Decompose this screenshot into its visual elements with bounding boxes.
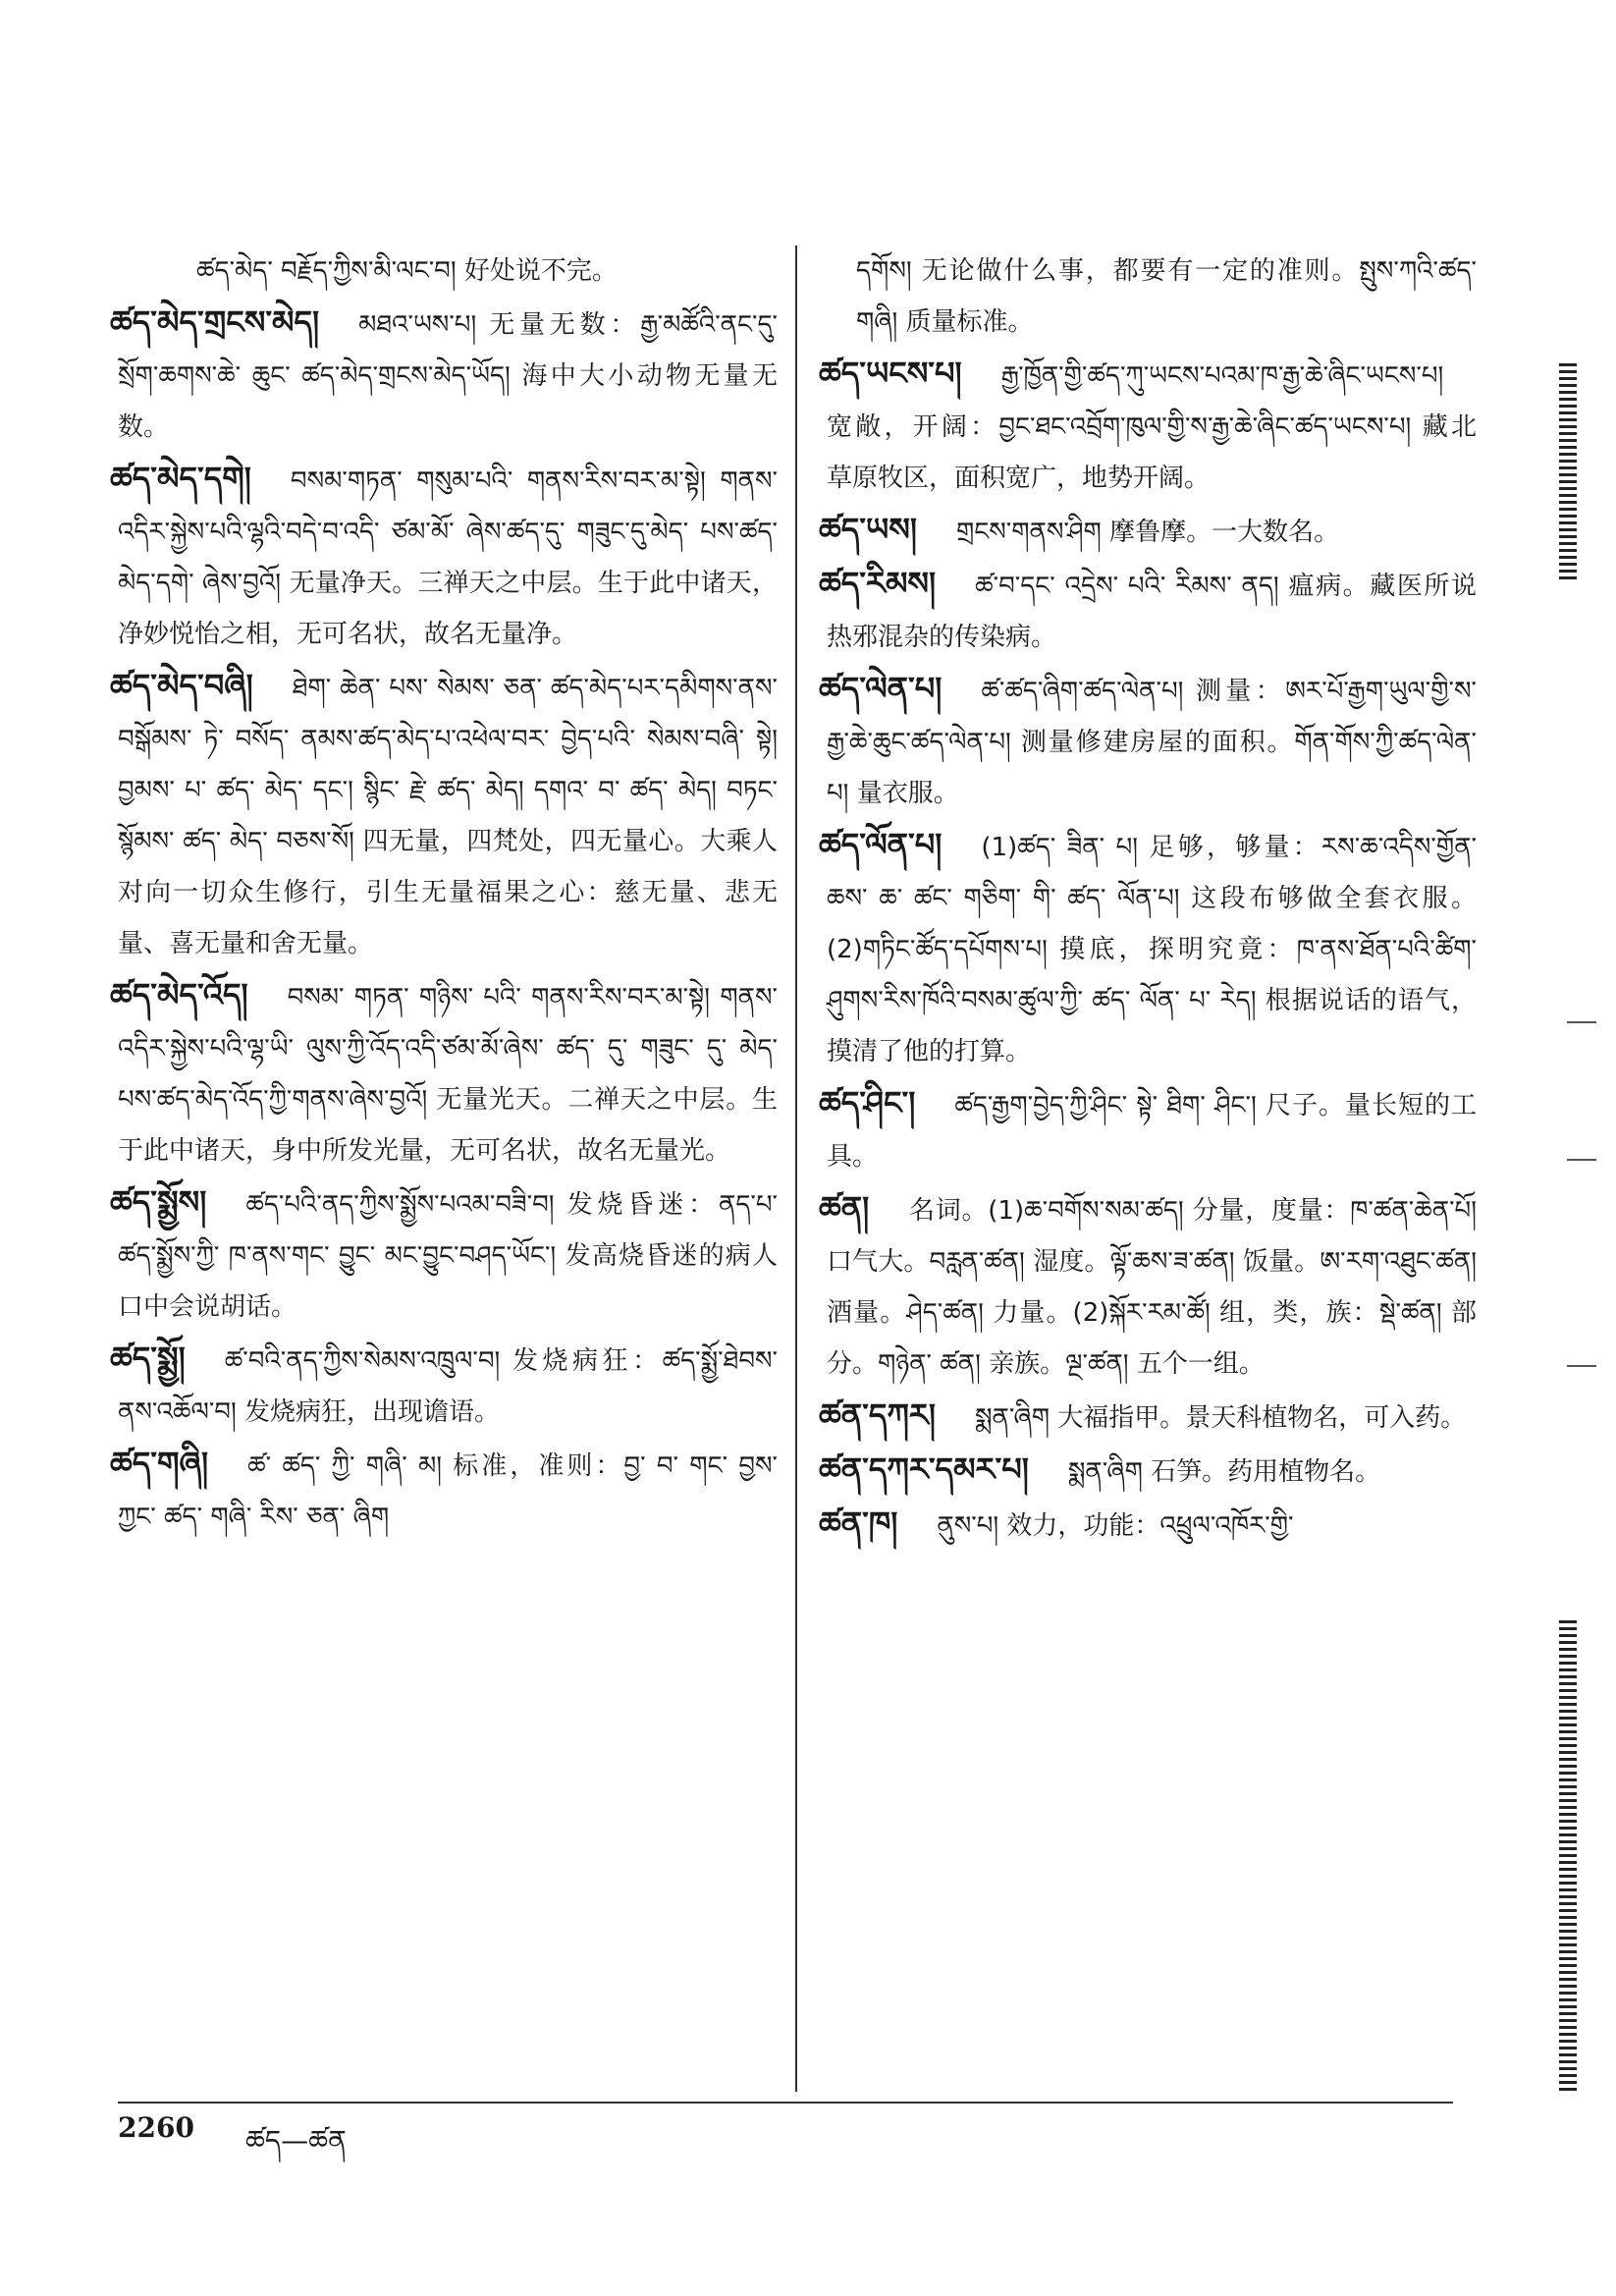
headword: ཚད་མེད་བཞི། — [110, 667, 253, 704]
dictionary-entry — [819, 663, 1477, 819]
entry-continuation: དགོས། 无论做什么事，都要有一定的准则。སྤུས་ཀའི་ཚད་གཞི། 质量标准。 — [856, 256, 1477, 337]
dictionary-entry — [819, 1182, 1477, 1390]
definition: 名词。(1)ཆ་བགོས་སམ་ཚད། 分量，度量：ཁ་ཚན་ཆེན་པོ། 口气大。བརླན་ཚན། 湿度。ལྟོ་ཆས་ཟ་ཚན། 饭量。ཨ་རག་འཐུང་ཚན། 酒量。ཤེད་ཚན། 力量。(2)སྐོར་རམ་ཚོ། 组，类，族：སྡེ་ཚན། 部分。གཉེན་ ཚན། 亲族。ལྔ་ཚན། 五个一组。 — [827, 1196, 1477, 1379]
definition: ཚ་བའི་ནད་ཀྱིས་སེམས་འཁྲུལ་བ། 发烧病狂：ཚད་སྨྱོ་ཐེབས་ནས་འཆོལ་བ། 发烧病狂，出现谵语。 — [118, 1346, 778, 1427]
dictionary-entry — [819, 1077, 1477, 1182]
scan-edge-mark — [1559, 1620, 1577, 2092]
dictionary-entry — [110, 297, 778, 453]
definition: ནུས་པ། 效力，功能：འཕྲུལ་འཁོར་གྱི་ — [937, 1511, 1294, 1541]
entry-continuation: ཚད་མེད་ བརྗོད་ཀྱིས་མི་ལང་བ། 好处说不完。 — [196, 256, 618, 286]
column-divider — [795, 246, 797, 2092]
definition: གྲངས་གནས་ཤིག 摩鲁摩。一大数名。 — [955, 518, 1340, 547]
definition: ཐེག་ ཆེན་ པས་ སེམས་ ཅན་ ཚད་མེད་པར་དམིགས་ནས་ བསྒོམས་ ཏེ་ བསོད་ ནམས་ཚད་མེད་པ་འཕེལ་བར་ བྱེད་པའི་ སེམས་བཞི་ སྟེ། བྱམས་ པ་ ཚད་ མེད་ དང་། སྙིང་ རྗེ་ ཚད་ མེད། དགའ་ བ་ ཚད་ མེད། བཏང་ སྙོམས་ ཚད་ མེད་ བཅས་སོ། 四无量，四梵处，四无量心。大乘人对向一切众生修行，引生无量福果之心：慈无量、悲无量、喜无量和舍无量。 — [118, 674, 778, 958]
dictionary-entry — [819, 1498, 1477, 1552]
scan-tick — [1567, 1159, 1596, 1161]
dictionary-entry — [819, 819, 1477, 1077]
headword: ཚད་ཤིང་། — [819, 1084, 916, 1121]
definition: ཚ་ཚད་ཞིག་ཚད་ལེན་པ། 测量：ཨར་པོ་རྒྱག་ཡུལ་གྱི་ས་རྒྱ་ཆེ་ཆུང་ཚད་ལེན་པ། 测量修建房屋的面积。གོན་གོས་ཀྱི་ཚད་ལེན་པ། 量衣服。 — [827, 677, 1477, 808]
headword-range: ཚད—ཚན — [245, 2124, 347, 2157]
headword: ཚད་སྨྱོ། — [110, 1339, 186, 1377]
headword: ཚད་ལེན་པ། — [819, 670, 943, 707]
headword: ཚད་རིམས། — [819, 565, 937, 602]
dictionary-entry — [110, 453, 778, 660]
dictionary-entry — [110, 1438, 778, 1543]
headword: ཚན། — [819, 1189, 870, 1227]
headword: ཚན་དཀར། — [819, 1396, 936, 1434]
definition: མཐའ་ཡས་པ། 无量无数：རྒྱ་མཚོའི་ནང་དུ་ སྲོག་ཆགས་ཆེ་ ཆུང་ ཚད་མེད་གྲངས་མེད་ཡོད། 海中大小动物无量无数。 — [118, 310, 778, 442]
scan-tick — [1567, 1365, 1596, 1367]
dictionary-entry — [819, 558, 1477, 663]
definition: ཚ་བ་དང་ འདྲེས་ པའི་ རིམས་ ནད། 瘟病。藏医所说热邪混杂的传染病。 — [827, 572, 1477, 652]
definition: སྨན་ཞིག 石笋。药用植物名。 — [1067, 1457, 1381, 1487]
definition: བསམ་གཏན་ གསུམ་པའི་ གནས་རིས་བར་མ་སྟེ། གནས་འདིར་སྐྱེས་པའི་ལྷའི་བདེ་བ་འདི་ ཙམ་མོ་ ཞེས་ཚད་དུ་ གཟུང་དུ་མེད་ པས་ཚད་མེད་དགེ་ ཞེས་བྱའོ། 无量净天。三禅天之中层。生于此中诸天，净妙悦怡之相，无可名状，故名无量净。 — [118, 466, 778, 649]
headword: ཚད་མེད་གྲངས་མེད། — [110, 303, 320, 341]
right-column — [819, 246, 1477, 2082]
definition: ཚད་པའི་ནད་ཀྱིས་སྨྱོས་པའམ་བཟི་བ། 发烧昏迷：ནད་པ་ཚད་སྨྱོས་ཀྱི་ ཁ་ནས་གང་ བྱུང་ མང་བྱུང་བཤད་ཡོང་། 发高烧昏迷的病人口中会说胡话。 — [118, 1190, 778, 1322]
dictionary-entry — [819, 1390, 1477, 1444]
dictionary-entry — [110, 969, 778, 1176]
dictionary-entry — [110, 1333, 778, 1438]
headword: ཚད་ཡངས་པ། — [819, 355, 962, 392]
dictionary-entry — [819, 504, 1477, 558]
headword: ཚད་སྨྱོས། — [110, 1183, 207, 1221]
page-number: 2260 — [118, 2111, 194, 2144]
headword: ཚད་གཞི། — [110, 1445, 209, 1482]
scan-tick — [1567, 1021, 1596, 1023]
dictionary-entry — [819, 348, 1477, 504]
headword: ཚད་མེད་དགེ། — [110, 460, 251, 497]
definition: ཚ་ ཚད་ ཀྱི་ གཞི་ མ། 标准，准则：བྱ་ བ་ གང་ བྱས་ ཀྱང་ ཚད་ གཞི་ རིས་ ཅན་ ཞིག — [118, 1451, 778, 1532]
headword: ཚན་ཁ། — [819, 1504, 898, 1542]
definition: བསམ་ གཏན་ གཉིས་ པའི་ གནས་རིས་བར་མ་སྟེ། གནས་འདིར་སྐྱེས་པའི་ལྷ་ཡི་ ལུས་ཀྱི་འོད་འདི་ཙམ་མོ་ཞེས་ ཚད་ དུ་ གཟུང་ དུ་ མེད་པས་ཚད་མེད་འོད་ཀྱི་གནས་ཞེས་བྱའོ། 无量光天。二禅天之中层。生于此中诸天，身中所发光量，无可名状，故名无量光。 — [118, 983, 778, 1166]
definition: རྒྱ་ཁྱོན་གྱི་ཚད་ཀུ་ཡངས་པའམ་ཁ་རྒྱ་ཆེ་ཞིང་ཡངས་པ། 宽敞，开阔：བྱང་ཐང་འབྲོག་ཁུལ་གྱི་ས་རྒྱ་ཆེ་ཞིང་ཚད་ཡངས་པ། 藏北草原牧区，面积宽广，地势开阔。 — [827, 361, 1477, 493]
headword: ཚན་དཀར་དམར་པ། — [819, 1450, 1029, 1488]
headword: ཚད་ལོན་པ། — [819, 826, 943, 863]
left-column — [110, 246, 778, 2082]
headword: ཚད་མེད་འོད། — [110, 976, 248, 1013]
footer-rule — [118, 2102, 1453, 2104]
headword: ཚད་ཡས། — [819, 511, 917, 548]
dictionary-entry — [110, 1176, 778, 1333]
scan-edge-mark — [1559, 363, 1577, 579]
definition: སྨན་ཞིག 大福指甲。景天科植物名，可入药。 — [974, 1403, 1467, 1433]
dictionary-entry — [819, 1444, 1477, 1498]
definition: ཚད་རྒྱག་བྱེད་ཀྱི་ཤིང་ སྟེ་ ཐིག་ ཤིང་། 尺子。量长短的工具。 — [827, 1091, 1477, 1172]
page-footer — [118, 2111, 1453, 2157]
definition: (1)ཚད་ ཟིན་ པ། 足够，够量：རས་ཆ་འདིས་གྱོན་ ཆས་ ཆ་ ཚང་ གཅིག་ གི་ ཚད་ ལོན་པ། 这段布够做全套衣服。(2)གཏིང་ཚོད་དཔོགས་པ། 摸底，探明究竟：ཁ་ནས་ཐོན་པའི་ཚིག་ཤུགས་རིས་ཁོའི་བསམ་ཚུལ་ཀྱི་ ཚད་ ལོན་ པ་ རེད། 根据说话的语气，摸清了他的打算。 — [827, 833, 1477, 1066]
dictionary-entry — [110, 660, 778, 969]
